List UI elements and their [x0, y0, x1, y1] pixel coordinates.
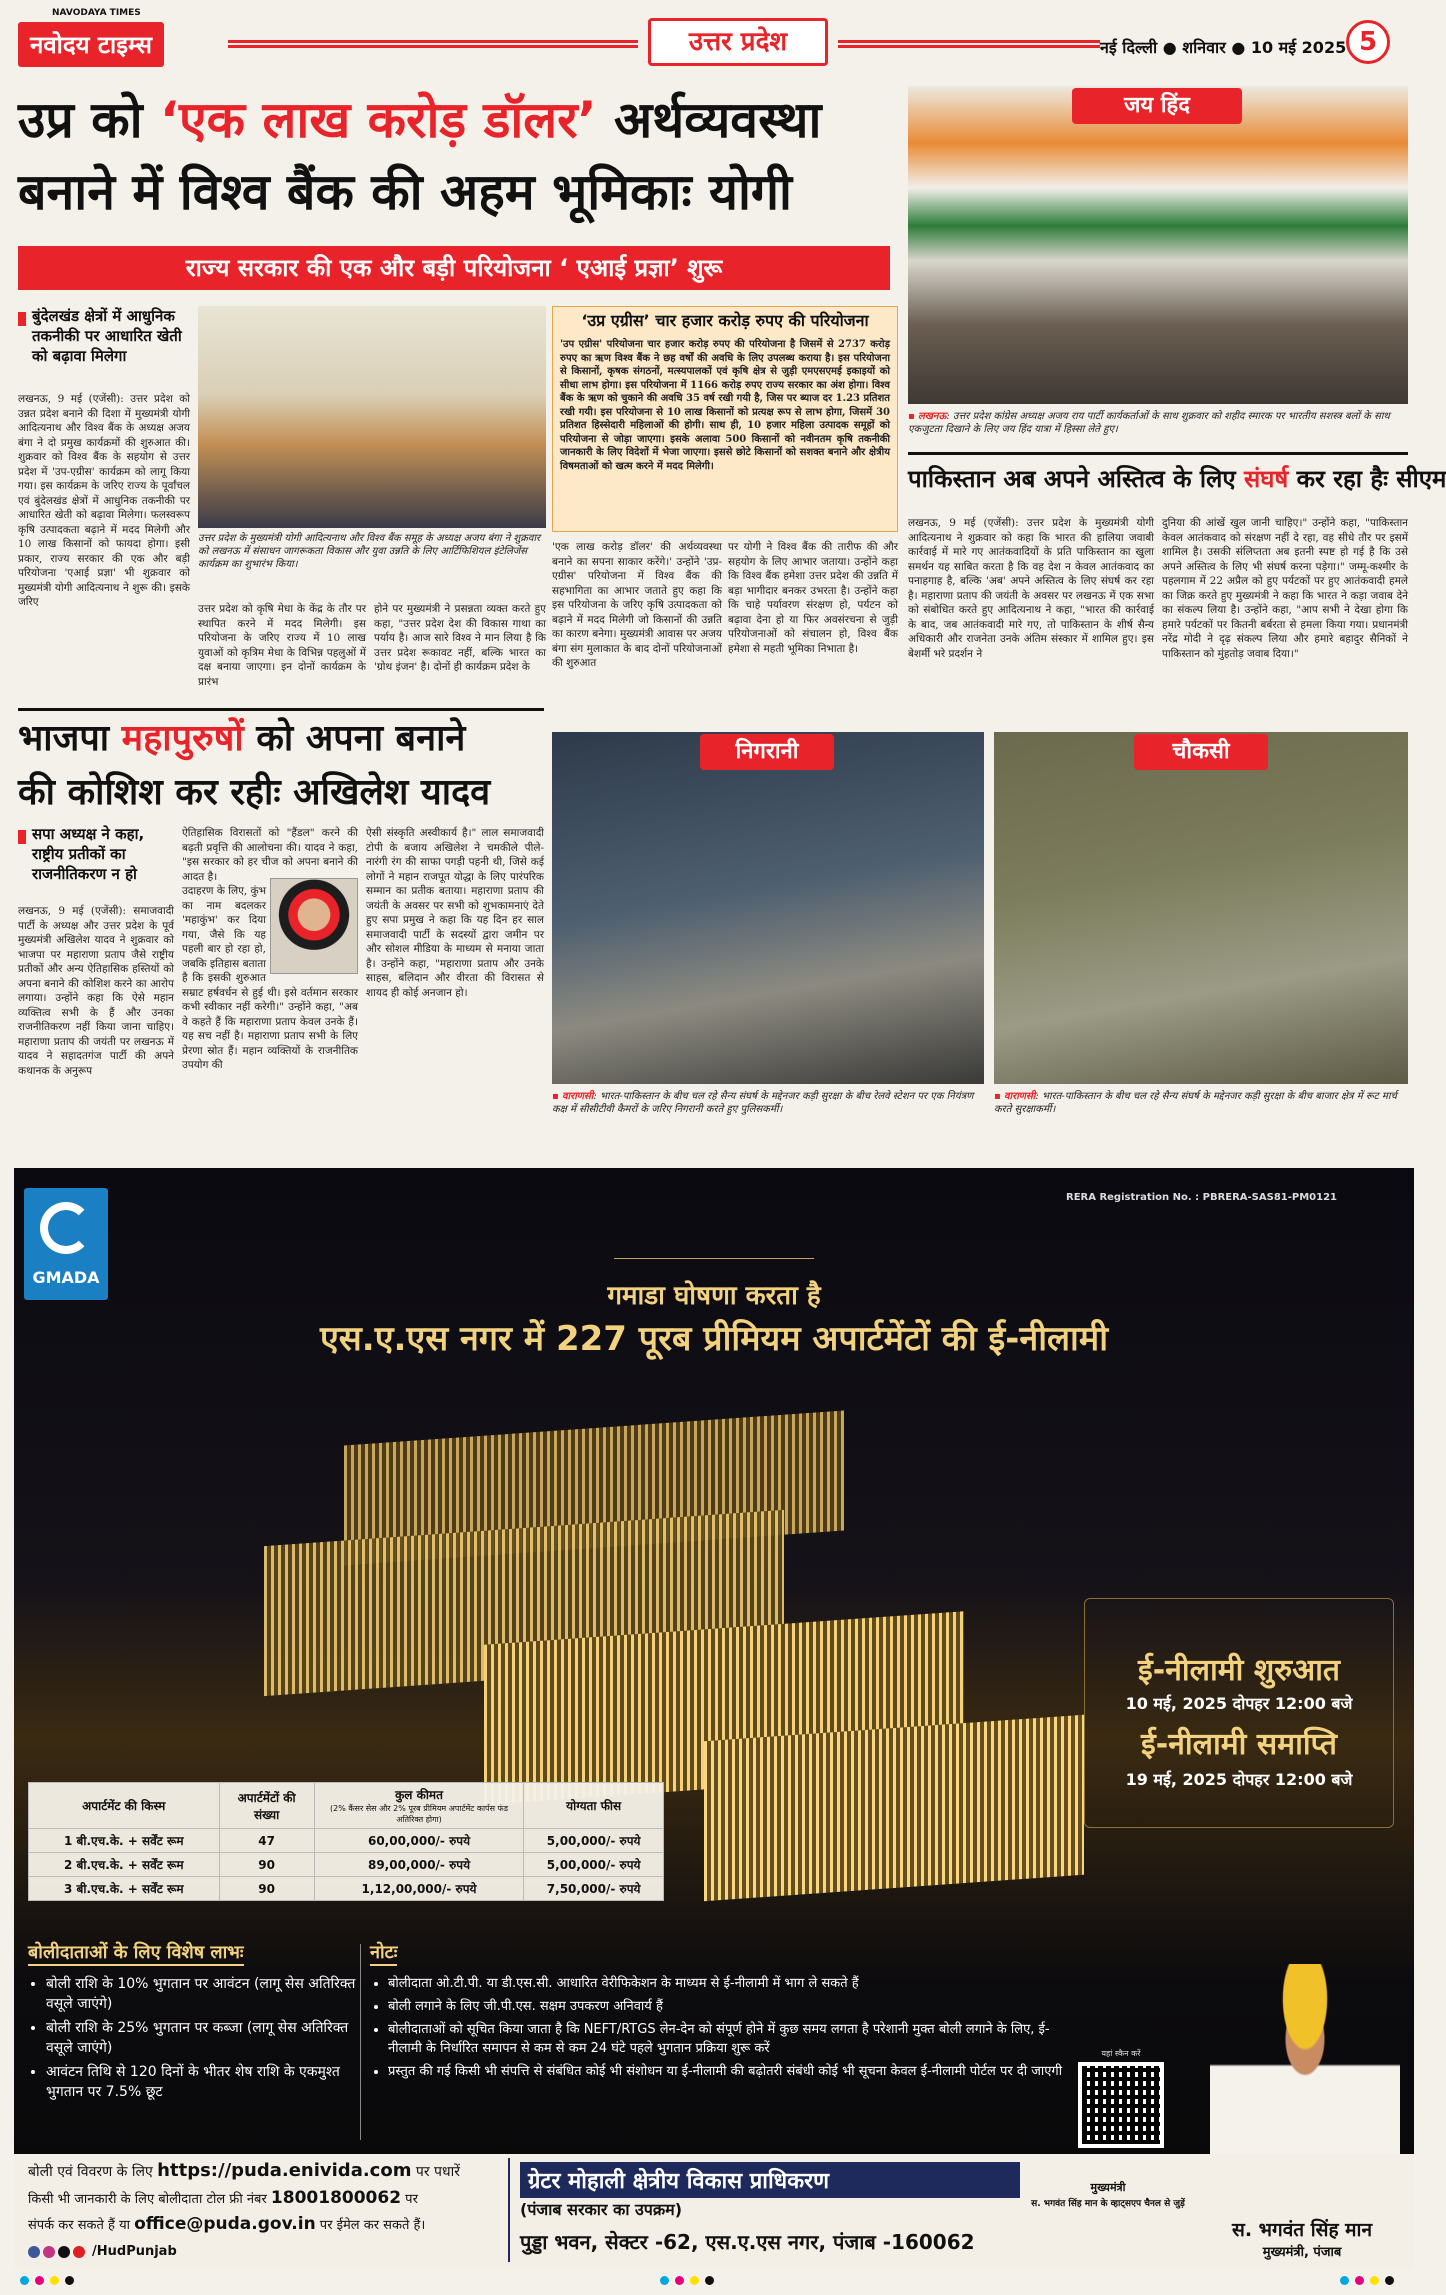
ad-table-header-price-label: कुल कीमत: [395, 1788, 443, 1802]
lead-headline-1: [18, 88, 898, 152]
registration-dot: [35, 2276, 44, 2285]
ad-cell: 60,00,000/- रुपये: [314, 1829, 524, 1853]
nigrani-photo: [552, 732, 984, 1084]
akhilesh-headline-2: की कोशिश कर रहीः अखिलेश यादव: [18, 772, 491, 813]
ad-cm-whatsapp-title: मुख्यमंत्री: [1090, 2181, 1126, 2194]
nigrani-caption-place: वाराणसी: [561, 1091, 594, 1102]
list-item: • बोलीदाता ओ.टी.पी. या डी.एस.सी. आधारित वेरीफिकेशन के माध्यम से ई-नीलामी में भाग ले सकते हैं: [388, 1974, 1070, 1993]
akhilesh-col-1: लखनऊ, 9 मई (एजेंसी): समाजवादी पार्टी के अध्यक्ष और उत्तर प्रदेश के पूर्व मुख्यमंत्री अखिलेश यादव ने शुक्रवार को भाजपा पर महाराणा प्रताप जैसे राष्ट्रीय प्रतीकों और अन्य ऐतिहासिक हस्तियों को अपना बनाने की कोशिश करने का आरोप लगाया। उन्होंने कहा कि ऐसे महान व्यक्तित्व सभी के हैं और उनका राजनीतिकरण नहीं किया जाना चाहिए। महाराणा प्रताप की जयंती पर लखनऊ में यादव ने सहादतगंज पार्टी की अपने कथानक के अनुरूप: [18, 905, 174, 1077]
table-row: [29, 1853, 664, 1877]
ad-price-table: [28, 1782, 664, 1901]
ad-building-4: [704, 1715, 1084, 1902]
lead-col-1: लखनऊ, 9 मई (एजेंसी): उत्तर प्रदेश को उन्नत प्रदेश बनाने की दिशा में मुख्यमंत्री योगी आदित्यनाथ और विश्व बैंक के अध्यक्ष अजय बंगा ने दो प्रमुख कार्यक्रमों की शुरुआत की। शुक्रवार को विश्व बैंक के सहयोग से उत्तर प्रदेश में 'उप-एग्रीस' कार्यक्रम को लागू किया गया। इस कार्यक्रम के जरिए राज्य के पूर्वांचल एवं बुंदेलखंड क्षेत्रों में आधुनिक तकनीकी पर आधारित खेती को बढ़ावा मिलेगा। फलस्वरूप कृषि उत्पादकता बढ़ाने में मदद मिलेगी और 10 लाख किसानों को फायदा होगा। इसी प्रकार, राज्य सरकार की एक और बड़ी परियोजना 'एआई प्रज्ञा' भी शुक्रवार को मुख्यमंत्री योगी आदित्यनाथ ने शुरू की। इसके जरिए: [18, 393, 190, 608]
pak-col-2: दुनिया की आंखें खुल जानी चाहिए।" उन्होंने कहा, "पाकिस्तान केवल आतंकवाद को संरक्षण नहीं दे रहा, वह सीधे तौर पर इसमें शामिल है। उसकी संलिप्तता अब इतनी स्पष्ट हो गई है कि उसे अपने अस्तित्व के लिए भी संघर्ष करना पड़ेगा।" जम्मू-कश्मीर के पहलगाम में 22 अप्रैल को हुए पर्यटकों पर हुए आतंकवादी हमले का जिक्र करते हुए मुख्यमंत्री ने कहा कि भारत ने कड़ा जवाब देने का संकल्प लिया है। उन्होंने कहा, "आप सभी ने देखा होगा कि हमारे पर्यटकों पर कितनी बर्बरता से हमला किया गया। प्रधानमंत्री नरेंद्र मोदी ने दृढ़ संकल्प लिया और हमारे बहादुर सैनिकों ने पाकिस्तान को मुंहतोड़ जवाब दिया।": [1162, 517, 1408, 660]
ad-cell: 5,00,000/- रुपये: [524, 1829, 664, 1853]
ad-cm-name: स. भगवंत सिंह मान: [1231, 2219, 1373, 2241]
pak-rule: [908, 452, 1408, 455]
ad-footer-line-1-post: पर पधारें: [411, 2164, 460, 2180]
ad-footer-line-2: [28, 2188, 508, 2208]
nigrani-caption: ▪ वाराणसी: भारत-पाकिस्तान के बीच चल रहे सैन्य संघर्ष के मद्देनजर कड़ी सुरक्षा के बीच रेलवे स्टेशन पर एक नियंत्रण कक्ष में सीसीटीवी कैमरों के जरिए निगरानी करते हुए पुलिसकर्मी।: [552, 1091, 974, 1115]
akhilesh-col-2b-flow: [182, 884, 358, 1170]
ad-social-handle[interactable]: /HudPunjab: [92, 2244, 177, 2259]
ad-benefits-list: [28, 1974, 358, 2106]
lead-col-5: पर योगी ने विश्व बैंक की तारीफ की और सहयोग के लिए आभार जताया। उन्होंने कहा कि विश्व बैंक हमेशा उत्तर प्रदेश की उन्नति में बड़ा भागीदार बनकर उभरता है। उन्होंने कहा कि चाहे पर्यावरण संरक्षण हो, पर्यटन को बढ़ावा देना हो या फिर अवसंरचना से जुड़ी परियोजनाओं को संचालन हो, विश्व बैंक हमेशा से महती भूमिका निभाता है।: [728, 541, 898, 655]
ad-footer-line-3-post: पर ईमेल कर सकते हैं।: [315, 2218, 426, 2233]
registration-dot: [1355, 2276, 1364, 2285]
ad-cm-title: मुख्यमंत्री, पंजाब: [1262, 2245, 1342, 2260]
ad-social-icons: [28, 2244, 177, 2259]
lead-photo: [198, 306, 546, 528]
registration-dot: [675, 2276, 684, 2285]
akhilesh-headline-1-highlight: महापुरुषों: [121, 718, 244, 759]
lead-headline-2: बनाने में विश्व बैंक की अहम भूमिकाः योगी: [18, 163, 792, 221]
masthead-rule-right: [838, 40, 1100, 48]
registration-dot: [20, 2276, 29, 2285]
list-item: • बोलीदाताओं को सूचित किया जाता है कि NEFT/RTGS लेन-देन को संपूर्ण होने में कुछ समय लगता है परेशानी मुक्त बोली लगाने के लिए, ई-नीलामी के निर्धारित समापन से कम से कम 24 घंटे पहले भुगतान प्रक्रिया शुरू करें: [388, 2020, 1070, 2058]
ad-logo-mark: [40, 1202, 92, 1254]
registration-dot: [1370, 2276, 1379, 2285]
ad-cm-whatsapp: स. भगवंत सिंह मान के व्हाट्सएप चैनल से जुड़ें: [1031, 2199, 1185, 2209]
table-row: [29, 1829, 664, 1853]
akhilesh-headline-1: [18, 714, 544, 764]
registration-dot: [660, 2276, 669, 2285]
ad-footer-line-3-pre: संपर्क कर सकते हैं या: [28, 2218, 135, 2233]
ad-price-table-header-row: [29, 1783, 664, 1829]
ad-footer-phone[interactable]: 18001800062: [270, 2188, 402, 2208]
registration-marks-left: [20, 2276, 74, 2285]
ad-table-header-count: अपार्टमेंटों की संख्या: [219, 1783, 314, 1829]
masthead-brand: नवोदय टाइम्स: [18, 22, 164, 67]
pak-headline-highlight: संघर्ष: [1243, 465, 1289, 493]
jaihind-photo: [908, 86, 1408, 404]
lead-subhead-bar: [18, 312, 26, 326]
masthead-rule-left: [228, 40, 638, 48]
list-item: • बोली राशि के 10% भुगतान पर आवंटन (लागू सेस अतिरिक्त वसूले जाएंगे): [46, 1974, 358, 2014]
ad-table-header-type: अपार्टमेंट की किस्म: [29, 1783, 220, 1829]
ad-authority: ग्रेटर मोहाली क्षेत्रीय विकास प्राधिकरण: [520, 2162, 1020, 2198]
akhilesh-subhead: सपा अध्यक्ष ने कहा, राष्ट्रीय प्रतीकों का राजनीतिकरण न हो: [32, 825, 145, 883]
registration-dot: [690, 2276, 699, 2285]
ad-footer-line-2-post: पर: [401, 2192, 418, 2207]
ad-notes-divider: [360, 1944, 361, 2140]
ad-ornament: [614, 1258, 814, 1259]
ad-table-header-fee: योग्यता फीस: [524, 1783, 664, 1829]
ad-footer-line-1: [28, 2160, 508, 2181]
list-item: • आवंटन तिथि से 120 दिनों के भीतर शेष राशि के एकमुश्त भुगतान पर 7.5% छूट: [46, 2062, 358, 2102]
pak-headline-pre: पाकिस्तान अब अपने अस्तित्व के लिए: [908, 465, 1244, 493]
ad-start-date: 10 मई, 2025 दोपहर 12:00 बजे: [1125, 1694, 1353, 1713]
ad-title: एस.ए.एस नगर में 227 पूरब प्रीमियम अपार्टमेंटों की ई-नीलामी: [320, 1319, 1108, 1359]
chaukasi-photo: [994, 732, 1408, 1084]
lead-box-title: ‘उप्र एग्रीस’ चार हजार करोड़ रुपए की परियोजना: [581, 311, 869, 330]
ad-footer-line-1-pre: बोली एवं विवरण के लिए: [28, 2164, 158, 2180]
ad-cell: 1,12,00,000/- रुपये: [314, 1877, 524, 1901]
ad-cell: 7,50,000/- रुपये: [524, 1877, 664, 1901]
akhilesh-col-3: ऐसी संस्कृति अस्वीकार्य है।" लाल समाजवादी टोपी के बजाय अखिलेश ने चमकीले पीले-नारंगी रंग की साफा पगड़ी पहनी थी, जिसे कई लोगों ने महान राजपूत योद्धा के लिए पारंपरिक सम्मान का प्रतीक बताया। महाराणा प्रताप की जयंती के अवसर पर सभी को शुभकामनाएं देते हुए सपा प्रमुख ने कहा कि यह दिन हर साल समाजवादी पार्टी के सदस्यों द्वारा जमीन पर और सोशल मीडिया के माध्यम से मनाया जाता है। उन्होंने कहा, "महाराणा प्रताप और उनके साहस, बलिदान और वीरता की विरासत से शायद ही कोई अनजान हो।: [366, 827, 544, 999]
pak-headline: [908, 462, 1446, 496]
lead-col-2: उत्तर प्रदेश को कृषि मेधा के केंद्र के तौर पर स्थापित करने में मदद मिलेगी। इस परियोजना के जरिए राज्य में 10 लाख युवाओं को कृत्रिम मेधा के विभिन्न पहलुओं में दक्ष बनाया जाएगा। इन दोनों कार्यक्रम के प्रारंभ: [198, 603, 366, 688]
ad-cell: 1 बी.एच.के. + सर्वेंट रूम: [29, 1829, 220, 1853]
registration-dot: [1385, 2276, 1394, 2285]
ad-start-label: ई-नीलामी शुरुआत: [1138, 1653, 1340, 1688]
jaihind-caption: ▪ लखनऊ: उत्तर प्रदेश कांग्रेस अध्यक्ष अजय राय पार्टी कार्यकर्ताओं के साथ शुक्रवार को शहीद स्मारक पर भारतीय सशस्त्र बलों के साथ एकजुटता दिखाने के लिए जय हिंद यात्रा में हिस्सा लेते हुए।: [908, 411, 1390, 435]
table-row: [29, 1877, 664, 1901]
lead-strap: राज्य सरकार की एक और बड़ी परियोजना ‘ एआई प्रज्ञा’ शुरू: [18, 246, 890, 290]
chaukasi-caption-text: भारत-पाकिस्तान के बीच चल रहे सैन्य संघर्ष के मद्देनजर कड़ी सुरक्षा के बीच बाजार क्षेत्र में रूट मार्च करते सुरक्षाकर्मी।: [994, 1091, 1397, 1115]
registration-dot: [50, 2276, 59, 2285]
lead-subhead: बुंदेलखंड क्षेत्रों में आधुनिक तकनीकी पर आधारित खेती को बढ़ावा मिलेगा: [32, 307, 182, 365]
ad-footer-line-3: [28, 2214, 508, 2234]
ad-logo-text: GMADA: [32, 1268, 100, 1287]
ad-notes-list: [370, 1974, 1070, 2085]
ad-benefits-title: बोलीदाताओं के लिए विशेष लाभः: [28, 1940, 244, 1966]
masthead: [0, 0, 1429, 82]
ad-table-header-price-note: (2% कैंसर सेस और 2% पूरब प्रीमियम अपार्टमेंट कार्पस फंड अतिरिक्त होगा): [330, 1804, 508, 1824]
ad-cell: 47: [219, 1829, 314, 1853]
instagram-icon[interactable]: [43, 2246, 55, 2258]
lead-headline-1-post: अर्थव्यवस्था: [596, 91, 822, 149]
ad-cell: 90: [219, 1877, 314, 1901]
qr-code[interactable]: [1078, 2062, 1164, 2148]
dateline: नई दिल्ली ● शनिवार ● 10 मई 2025: [1100, 38, 1347, 57]
lead-headline-1-pre: उप्र को: [18, 91, 161, 149]
qr-label: यहां स्कैन करें: [1101, 2049, 1141, 2058]
nigrani-tag: निगरानी: [700, 734, 834, 770]
ad-cell: 90: [219, 1853, 314, 1877]
pak-headline-post: कर रहा हैः सीएम: [1288, 465, 1446, 493]
akhilesh-headline-1-pre: भाजपा: [18, 718, 122, 759]
registration-dot: [1340, 2276, 1349, 2285]
nigrani-caption-marker: ▪: [552, 1091, 559, 1102]
lead-col-3: होने पर मुख्यमंत्री ने प्रसन्नता व्यक्त करते हुए कहा, "उत्तर प्रदेश देश की विकास गाथा का पर्याय है। आज सारे विश्व ने मान लिया है कि उत्तर प्रदेश रूकावट नहीं, बल्कि भारत का 'ग्रोथ इंजन' है। दोनों ही कार्यक्रम प्रदेश के: [374, 603, 546, 673]
page-number: 5: [1346, 20, 1390, 64]
masthead-small-brand: NAVODAYA TIMES: [52, 8, 141, 18]
registration-dot: [65, 2276, 74, 2285]
registration-marks-mid: [660, 2276, 714, 2285]
nigrani-caption-text: भारत-पाकिस्तान के बीच चल रहे सैन्य संघर्ष के मद्देनजर कड़ी सुरक्षा के बीच रेलवे स्टेशन पर एक नियंत्रण कक्ष में सीसीटीवी कैमरों के जरिए निगरानी करते हुए पुलिसकर्मी।: [552, 1091, 974, 1115]
list-item: • बोली लगाने के लिए जी.पी.एस. सक्षम उपकरण अनिवार्य हैं: [388, 1997, 1070, 2016]
akhilesh-col-2a: ऐतिहासिक विरासतों को "हैंडल" करने की बढ़ती प्रवृत्ति की आलोचना की। यादव ने कहा, "इस सरकार को हर चीज को अपना बनाने की आदत है।: [182, 827, 358, 883]
pak-col-1: लखनऊ, 9 मई (एजेंसी): उत्तर प्रदेश के मुख्यमंत्री योगी आदित्यनाथ ने शुक्रवार को कहा कि भारत की हालिया जवाबी कार्रवाई में मारे गए आतंकवादियों के प्रति पाकिस्तान का खुला समर्थन यह साबित करता है कि वह देश न केवल आतंकवाद का पनाहगाह है, बल्कि 'अब' अपने अस्तित्व के लिए संघर्ष कर रहा है। महाराणा प्रताप की जयंती के अवसर पर लखनऊ में एक सभा को संबोधित करते हुए आदित्यनाथ ने कहा, "भारत की कार्रवाई के बाद, जब आतंकवादी मारे गए, तो पाकिस्तान के शीर्ष सैन्य अधिकारी और राजनेता उनके अंतिम संस्कार में शामिल हुए। इस बेशर्मी भरे प्रदर्शन ने: [908, 517, 1154, 660]
facebook-icon[interactable]: [28, 2246, 40, 2258]
ad-table-header-price: [314, 1783, 524, 1829]
akhilesh-subhead-bar: [18, 830, 26, 844]
ad-end-label: ई-नीलामी समाप्ति: [1141, 1727, 1337, 1762]
photo-wrap-spacer: [266, 884, 358, 978]
chaukasi-caption-place: वाराणसी: [1003, 1091, 1036, 1102]
registration-marks-right: [1340, 2276, 1394, 2285]
ad-end-date: 19 मई, 2025 दोपहर 12:00 बजे: [1125, 1770, 1353, 1789]
ad-address: पुड्डा भवन, सेक्टर -62, एस.ए.एस नगर, पंजाब -160062: [520, 2230, 975, 2254]
lead-photo-caption: उत्तर प्रदेश के मुख्यमंत्री योगी आदित्यनाथ और विश्व बैंक समूह के अध्यक्ष अजय बंगा ने शुक्रवार को लखनऊ में संसाधन जागरूकता विकास और युवा उन्नति के लिए आर्टिफिशियल इंटेलिजेंस कार्यक्रम का शुभारंभ किया।: [198, 533, 541, 570]
lead-col-4: 'एक लाख करोड़ डॉलर' की अर्थव्यवस्था बनाने का सपना साकार करेंगे।' उन्होंने 'उप्र-एग्रीस' परियोजना में विश्व बैंक की सहभागिता का आभार जताते हुए कहा कि इस परियोजना के जरिए कृषि उत्पादकता को बढ़ाने में मदद मिलेगी जो किसानों की उन्नति का कारण बनेगा। मुख्यमंत्री आवास पर अजय बंगा संग मुलाकात के बाद दोनों परियोजनाओं की शुरुआत: [552, 541, 722, 669]
x-icon[interactable]: [58, 2246, 70, 2258]
ad-cell: 5,00,000/- रुपये: [524, 1853, 664, 1877]
jaihind-caption-marker: ▪: [908, 411, 915, 422]
section-title: उत्तर प्रदेश: [648, 18, 828, 66]
ad-rera: RERA Registration No. : PBRERA-SAS81-PM0121: [1066, 1192, 1338, 1203]
ad-footer-line-2-pre: किसी भी जानकारी के लिए बोलीदाता टोल फ्री नंबर: [28, 2192, 271, 2207]
akhilesh-rule: [18, 708, 544, 711]
registration-dot: [705, 2276, 714, 2285]
list-item: • बोली राशि के 25% भुगतान पर कब्जा (लागू सेस अतिरिक्त वसूले जाएंगे): [46, 2018, 358, 2058]
list-item: • प्रस्तुत की गई किसी भी संपत्ति से संबंधित कोई भी संशोधन या ई-नीलामी की बढ़ोतरी संबंधी कोई भी सूचना केवल ई-नीलामी पोर्टल पर दी जाएगी: [388, 2062, 1070, 2081]
ad-authority-sub: (पंजाब सरकार का उपक्रम): [520, 2200, 683, 2219]
chaukasi-caption: ▪ वाराणसी: भारत-पाकिस्तान के बीच चल रहे सैन्य संघर्ष के मद्देनजर कड़ी सुरक्षा के बीच बाजार क्षेत्र में रूट मार्च करते सुरक्षाकर्मी।: [994, 1091, 1397, 1115]
lead-headline-1-highlight: ‘एक लाख करोड़ डॉलर’: [160, 91, 597, 149]
youtube-icon[interactable]: [73, 2246, 85, 2258]
chaukasi-tag: चौकसी: [1134, 734, 1268, 770]
ad-cell: 3 बी.एच.के. + सर्वेंट रूम: [29, 1877, 220, 1901]
akhilesh-col-2b-text: उदाहरण के लिए, कुंभ का नाम बदलकर 'महाकुंभ' कर दिया गया, जैसे कि यह पहली बार हो रहा हो, जबकि इतिहास बताता है कि इसकी शुरुआत सम्राट हर्षवर्धन से हुई थी। इसे वर्तमान सरकार कभी स्वीकार नहीं करेगी।" उन्होंने कहा, "अब वे कहते हैं कि महाराणा प्रताप केवल उनके हैं। यह सच नहीं है। महाराणा प्रताप सभी के लिए प्रेरणा स्रोत हैं। महान व्यक्तियों के राजनीतिक उपयोग की: [182, 885, 358, 1071]
jaihind-caption-text: उत्तर प्रदेश कांग्रेस अध्यक्ष अजय राय पार्टी कार्यकर्ताओं के साथ शुक्रवार को शहीद स्मारक पर भारतीय सशस्त्र बलों के साथ एकजुटता दिखाने के लिए जय हिंद यात्रा में हिस्सा लेते हुए।: [908, 411, 1390, 435]
ad-cell: 89,00,000/- रुपये: [314, 1853, 524, 1877]
ad-footer-url[interactable]: https://puda.enivida.com: [157, 2160, 412, 2181]
ad-announce: गमाडा घोषणा करता है: [607, 1281, 821, 1311]
jaihind-tag: जय हिंद: [1072, 88, 1242, 124]
gmada-ad: [14, 1168, 1414, 2268]
ad-cell: 2 बी.एच.के. + सर्वेंट रूम: [29, 1853, 220, 1877]
lead-box-text: 'उप एग्रीस' परियोजना चार हजार करोड़ रुपए की परियोजना है जिसमें से 2737 करोड़ रुपए का ऋण विश्व बैंक ने छह वर्षों की अवधि के लिए उपलब्ध कराया है। इस परियोजना से किसानों, कृषक संगठनों, मत्स्यपालकों एवं कृषि क्षेत्र से जुड़ी एमएसएमई इकाइयों को सीधा लाभ होगा। इस परियोजना में 1166 करोड़ रुपए राज्य सरकार का अंश होगा। विश्व बैंक के ऋण को चुकाने की अवधि 35 वर्ष रखी गयी है, जिस पर ब्याज दर 1.23 प्रतिशत रखी गयी। इस परियोजना से 10 लाख किसानों को प्रत्यक्ष रूप से लाभ होगा, जिसमें 30 प्रतिशत हिस्सेदारी महिलाओं की होगी। साथ ही, 10 हजार महिला उत्पादक समूहों को परियोजना से जोड़ा जाएगा। इसके अलावा 500 किसानों को नवीनतम कृषि तकनीकी जानकारी के लिए विदेशों में भेजा जाएगा। इससे छोटे किसानों को सशक्त बनाने और क्षेत्रीय विषमताओं को खत्म करने में मदद मिलेगी।: [560, 339, 890, 472]
ad-footer-email[interactable]: office@puda.gov.in: [134, 2214, 316, 2234]
ad-notes-title: नोटः: [370, 1940, 397, 1966]
chaukasi-caption-marker: ▪: [994, 1091, 1001, 1102]
akhilesh-headline-1-post: को अपना बनाने: [243, 718, 466, 759]
jaihind-caption-place: लखनऊ: [917, 411, 947, 422]
